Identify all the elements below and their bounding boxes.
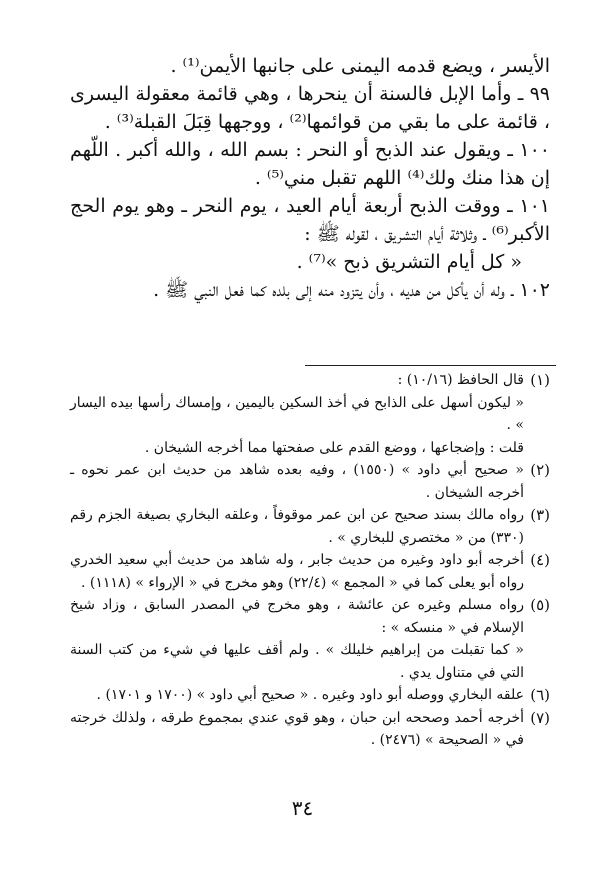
footnote-6 (70, 684, 550, 707)
footnote-2 (70, 459, 550, 504)
footnote-1 (70, 369, 550, 392)
footnote-text: أخرجه أحمد وصححه ابن حبان ، وهو قوي عندي بمجموع طرقه ، ولذلك خرجته في « الصحيحة » (٢٤٧٦) . (70, 709, 524, 748)
footnote-5 (70, 594, 550, 639)
footnotes (70, 369, 550, 752)
footnote-text: قال الحافظ (١٠/١٦) : (397, 372, 524, 388)
paragraph-continuation: الأيسر ، ويضع قدمه اليمنى على جانبها الأيمن⁽¹⁾ . (170, 55, 550, 77)
footnote-1-quote: « ليكون أسهل على الذابح في أخذ السكين باليمين ، وإمساك رأسها بيده اليسار » . (70, 394, 524, 433)
paragraph-100: ١٠٠ ـ ويقول عند الذبح أو النحر : بسم الله ، والله أكبر . اللّهم إن هذا منك ولك⁽⁴⁾ اللهم تقبل مني⁽⁵⁾ . (70, 139, 550, 189)
footnote-number: (٣) (530, 506, 550, 524)
footnote-number: (٤) (530, 551, 550, 569)
footnote-text: رواه مالك بسند صحيح عن ابن عمر موقوفاً ، وعلقه البخاري بصيغة الجزم رقم (٣٣٠) من « مختصري للبخاري » . (70, 507, 524, 546)
footnote-3 (70, 504, 550, 549)
footnote-number: (٦) (530, 686, 550, 704)
footnote-text: رواه مسلم وغيره عن عائشة ، وهو مخرج في المصدر السابق ، وزاد شيخ الإسلام في « منسكه » : (70, 597, 524, 636)
paragraph-102: ١٠٢ ـ وله أن يأكل من هديه ، وأن يتزود منه إلى بلده كما فعل النبي ﷺ . (153, 279, 550, 301)
footnote-number: (٥) (530, 596, 550, 614)
footnote-text: علقه البخاري ووصله أبو داود وغيره . « صحيح أبي داود » (١٧٠٠ و ١٧٠١) . (96, 687, 524, 703)
footnote-5-quote: « كما تقبلت من إبراهيم خليلك » . ولم أقف عليها في شيء من كتب السنة التي في متناول يدي . (70, 642, 524, 681)
main-text (70, 52, 550, 304)
footnote-number: (٧) (530, 708, 550, 727)
footnote-number: (٢) (530, 461, 550, 479)
footnote-text: أخرجه أبو داود وغيره من حديث جابر ، وله شاهد من حديث أبي سعيد الخدري رواه أبو يعلى كما في « المجمع » (٢٢/٤) وهو مخرج في « الإرواء » (١١١٨) . (70, 552, 524, 591)
footnote-number: (١) (530, 371, 550, 389)
footnote-4 (70, 549, 550, 594)
footnote-text: « صحيح أبي داود » (١٥٥٠) ، وفيه بعده شاهد من حديث ابن عمر نحوه ـ أخرجه الشيخان . (70, 462, 525, 501)
paragraph-101: ١٠١ ـ ووقت الذبح أربعة أيام العيد ، يوم النحر ـ وهو يوم الحج الأكبر⁽⁶⁾ ـ وثلاثة أيام التشريق ، لقوله ﷺ : (70, 195, 550, 245)
footnote-divider (305, 365, 556, 366)
footnote-7 (70, 707, 550, 752)
page-number: ٣٤ (291, 796, 314, 820)
paragraph-99: ٩٩ ـ وأما الإبل فالسنة أن ينحرها ، وهي قائمة معقولة اليسرى ، قائمة على ما بقي من قوائمها⁽²⁾ ، ووجهها قِبَلَ القبلة⁽³⁾ . (70, 83, 550, 133)
footnote-1-comment: قلت : وإضجاعها ، ووضع القدم على صفحتها مما أخرجه الشيخان . (144, 439, 524, 456)
paragraph-101-quote: « كل أيام التشريق ذبح »⁽⁷⁾ . (296, 251, 522, 273)
